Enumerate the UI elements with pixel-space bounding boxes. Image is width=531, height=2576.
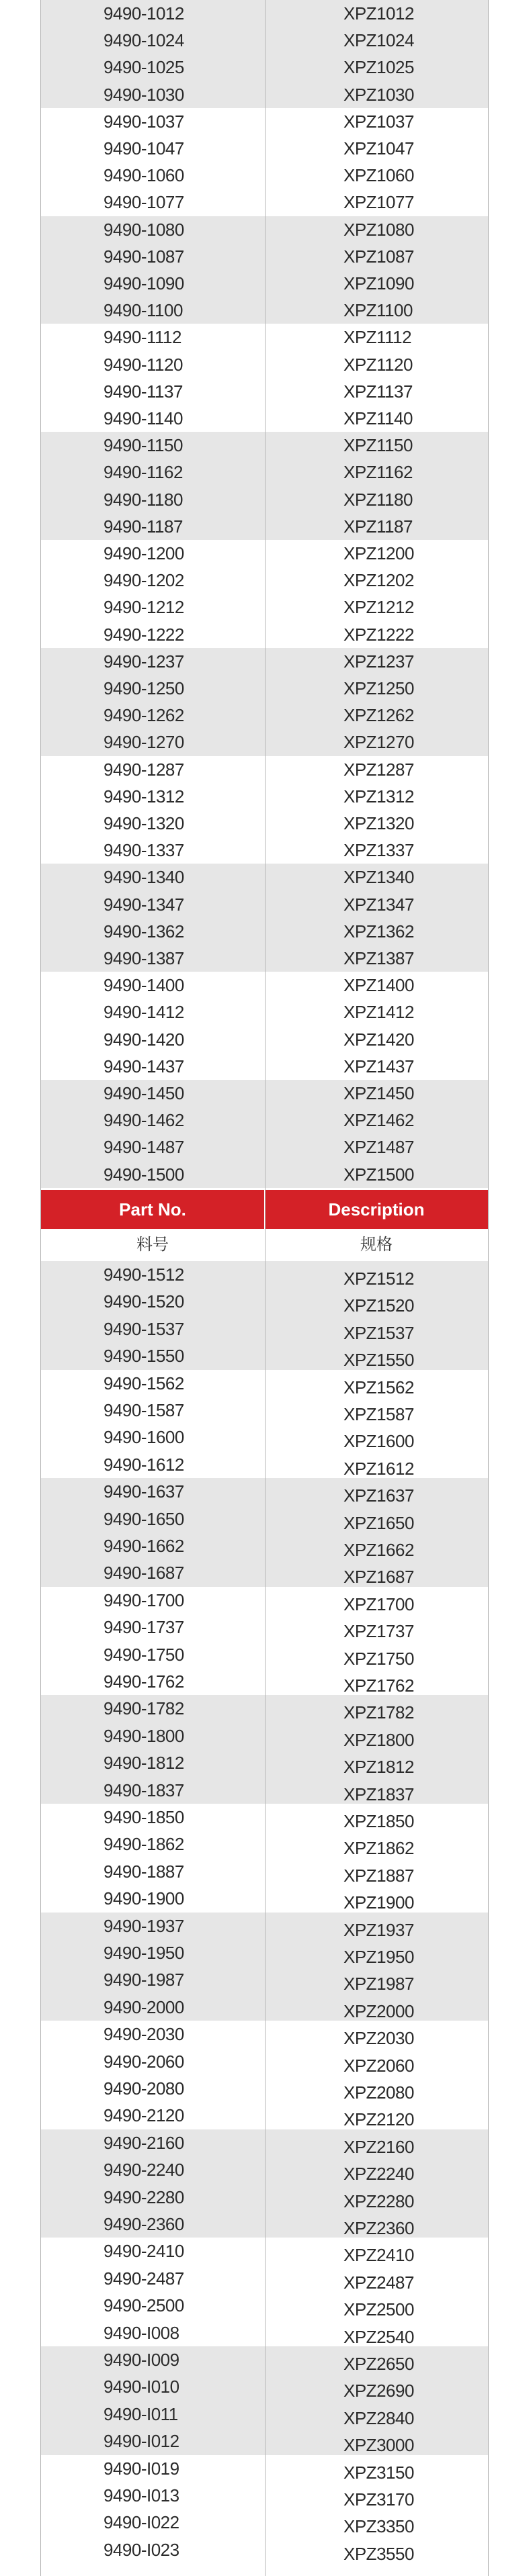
- part-number-cell: 9490-1762: [104, 1671, 184, 1692]
- description-cell: XPZ1812: [343, 1757, 414, 1778]
- description-cell: XPZ2500: [343, 2299, 414, 2320]
- part-number-cell: 9490-I011: [104, 2403, 178, 2424]
- part-number-cell: 9490-2160: [104, 2132, 184, 2153]
- part-number-cell: 9490-1187: [104, 516, 183, 537]
- description-cell: XPZ2120: [343, 2109, 414, 2130]
- part-number-cell: 9490-1637: [104, 1481, 184, 1502]
- description-cell: XPZ1400: [343, 975, 414, 996]
- description-cell: XPZ1060: [343, 165, 414, 186]
- part-number-cell: 9490-1462: [104, 1110, 184, 1131]
- part-number-cell: 9490-1320: [104, 813, 184, 833]
- description-cell: XPZ1782: [343, 1702, 414, 1723]
- part-number-cell: 9490-1340: [104, 867, 184, 888]
- description-cell: XPZ1750: [343, 1648, 414, 1669]
- part-number-cell: 9490-1237: [104, 651, 184, 672]
- description-cell: XPZ1412: [343, 1002, 414, 1023]
- description-cell: XPZ1212: [343, 597, 414, 618]
- part-number-cell: 9490-1782: [104, 1698, 184, 1719]
- part-number-cell: 9490-1222: [104, 624, 184, 645]
- part-number-cell: 9490-1162: [104, 462, 183, 483]
- part-number-cell: 9490-1662: [104, 1536, 184, 1556]
- description-cell: XPZ2487: [343, 2272, 414, 2293]
- part-number-cell: 9490-1200: [104, 543, 184, 563]
- parts-table: [40, 0, 489, 2576]
- part-number-cell: 9490-1337: [104, 840, 184, 861]
- part-number-cell: 9490-1520: [104, 1291, 184, 1312]
- description-cell: XPZ1140: [343, 408, 413, 428]
- part-number-cell: 9490-2410: [104, 2241, 184, 2262]
- description-cell: XPZ1687: [343, 1567, 414, 1588]
- description-cell: XPZ1087: [343, 246, 414, 267]
- description-cell: XPZ1287: [343, 759, 414, 780]
- part-number-cell: 9490-1837: [104, 1780, 184, 1800]
- part-number-cell: 9490-1100: [104, 300, 183, 321]
- part-number-cell: 9490-1950: [104, 1943, 184, 1963]
- part-number-cell: 9490-1612: [104, 1454, 184, 1475]
- description-cell: XPZ1462: [343, 1110, 414, 1131]
- description-cell: XPZ2650: [343, 2354, 414, 2374]
- description-cell: XPZ1562: [343, 1377, 414, 1397]
- description-cell: XPZ1030: [343, 84, 414, 105]
- description-cell: XPZ1537: [343, 1322, 414, 1343]
- description-cell: XPZ3170: [343, 2489, 414, 2510]
- description-cell: XPZ1800: [343, 1729, 414, 1750]
- part-number-cell: 9490-I012: [104, 2431, 179, 2452]
- part-number-cell: 9490-I009: [104, 2350, 179, 2370]
- part-number-cell: 9490-1700: [104, 1590, 184, 1610]
- description-cell: XPZ1090: [343, 273, 414, 293]
- part-number-cell: 9490-1600: [104, 1427, 184, 1448]
- part-number-cell: 9490-1937: [104, 1915, 184, 1936]
- part-number-cell: 9490-1202: [104, 570, 184, 591]
- part-number-cell: 9490-1387: [104, 948, 184, 968]
- part-number-cell: 9490-1812: [104, 1753, 184, 1774]
- part-number-cell: 9490-1047: [104, 138, 184, 158]
- description-cell: XPZ1550: [343, 1350, 414, 1371]
- description-cell: XPZ1080: [343, 219, 414, 240]
- description-cell: XPZ1487: [343, 1137, 414, 1158]
- description-cell: XPZ1362: [343, 921, 414, 941]
- description-cell: XPZ1700: [343, 1594, 414, 1614]
- part-number-cell: 9490-1587: [104, 1400, 184, 1420]
- part-number-cell: 9490-1012: [104, 3, 184, 24]
- description-cell: XPZ2160: [343, 2136, 414, 2157]
- description-cell: XPZ1270: [343, 732, 414, 753]
- part-number-cell: 9490-2487: [104, 2268, 184, 2289]
- description-cell: XPZ1600: [343, 1431, 414, 1452]
- part-number-cell: 9490-2240: [104, 2160, 184, 2180]
- part-number-cell: 9490-1900: [104, 1888, 184, 1909]
- part-number-cell: 9490-2080: [104, 2078, 184, 2099]
- description-cell: XPZ1337: [343, 840, 414, 861]
- part-number-cell: 9490-2060: [104, 2051, 184, 2072]
- part-number-cell: 9490-1537: [104, 1318, 184, 1339]
- part-number-cell: 9490-1137: [104, 381, 183, 402]
- description-cell: XPZ1762: [343, 1675, 414, 1696]
- part-number-cell: 9490-1120: [104, 354, 183, 375]
- description-cell: XPZ1520: [343, 1295, 414, 1316]
- part-number-cell: 9490-1512: [104, 1264, 184, 1285]
- description-cell: XPZ1387: [343, 948, 414, 968]
- description-cell: XPZ2030: [343, 2028, 414, 2049]
- part-number-cell: 9490-2120: [104, 2105, 184, 2126]
- description-cell: XPZ1347: [343, 894, 414, 915]
- description-cell: XPZ2360: [343, 2218, 414, 2238]
- description-cell: XPZ2280: [343, 2191, 414, 2211]
- part-number-cell: 9490-1862: [104, 1834, 184, 1855]
- description-cell: XPZ1837: [343, 1784, 414, 1804]
- part-number-cell: 9490-1562: [104, 1373, 184, 1393]
- part-number-cell: 9490-1037: [104, 111, 184, 132]
- part-number-cell: 9490-1090: [104, 273, 184, 293]
- description-cell: XPZ1222: [343, 624, 414, 645]
- description-cell: XPZ1037: [343, 111, 414, 132]
- description-cell: XPZ3350: [343, 2516, 414, 2537]
- description-cell: XPZ1500: [343, 1164, 414, 1185]
- description-cell: XPZ1437: [343, 1056, 414, 1076]
- part-number-cell: 9490-I008: [104, 2322, 179, 2343]
- description-cell: XPZ1047: [343, 138, 414, 158]
- description-cell: XPZ1900: [343, 1892, 414, 1913]
- description-cell: XPZ1137: [343, 381, 413, 402]
- description-cell: XPZ2840: [343, 2407, 414, 2428]
- part-number-cell: 9490-1150: [104, 435, 183, 456]
- description-cell: XPZ1312: [343, 786, 414, 807]
- description-cell: XPZ1202: [343, 570, 414, 591]
- part-number-cell: 9490-I022: [104, 2512, 179, 2533]
- description-cell: XPZ1237: [343, 651, 414, 672]
- description-cell: XPZ2240: [343, 2164, 414, 2184]
- description-cell: XPZ1180: [343, 489, 413, 510]
- description-cell: XPZ1737: [343, 1621, 414, 1642]
- description-cell: XPZ1100: [343, 300, 413, 321]
- description-cell: XPZ1340: [343, 867, 414, 888]
- part-number-cell: 9490-2000: [104, 1996, 184, 2017]
- description-cell: XPZ1025: [343, 57, 414, 78]
- description-cell: XPZ1120: [343, 354, 413, 375]
- description-cell: XPZ1887: [343, 1865, 414, 1886]
- part-number-cell: 9490-1262: [104, 705, 184, 726]
- part-number-cell: 9490-2360: [104, 2214, 184, 2234]
- part-number-cell: 9490-1030: [104, 84, 184, 105]
- description-cell: XPZ1587: [343, 1404, 414, 1424]
- description-cell: XPZ3000: [343, 2435, 414, 2456]
- part-number-cell: 9490-1077: [104, 192, 184, 213]
- column-header-part-no: Part No.: [119, 1199, 186, 1220]
- part-number-cell: 9490-1800: [104, 1725, 184, 1746]
- description-cell: XPZ1320: [343, 813, 414, 833]
- column-subheader-part-no-cn: 料号: [136, 1236, 169, 1254]
- part-number-cell: 9490-1312: [104, 786, 184, 807]
- description-cell: XPZ1862: [343, 1838, 414, 1859]
- description-cell: XPZ1987: [343, 1974, 414, 1994]
- part-number-cell: 9490-1850: [104, 1807, 184, 1827]
- description-cell: XPZ1937: [343, 1919, 414, 1940]
- part-number-cell: 9490-1412: [104, 1002, 184, 1023]
- part-number-cell: 9490-1650: [104, 1508, 184, 1529]
- part-number-cell: 9490-1437: [104, 1056, 184, 1076]
- description-cell: XPZ3150: [343, 2462, 414, 2483]
- column-divider: [265, 0, 266, 2576]
- description-cell: XPZ1187: [343, 516, 413, 537]
- part-number-cell: 9490-1080: [104, 219, 184, 240]
- description-cell: XPZ1637: [343, 1485, 414, 1506]
- description-cell: XPZ1112: [343, 327, 412, 348]
- description-cell: XPZ1024: [343, 30, 414, 51]
- part-number-cell: 9490-1287: [104, 759, 184, 780]
- part-number-cell: 9490-1270: [104, 732, 184, 753]
- part-number-cell: 9490-1487: [104, 1137, 184, 1158]
- part-number-cell: 9490-2280: [104, 2187, 184, 2207]
- description-cell: XPZ2080: [343, 2082, 414, 2103]
- description-cell: XPZ1512: [343, 1269, 414, 1289]
- part-number-cell: 9490-1347: [104, 894, 184, 915]
- description-cell: XPZ1162: [343, 462, 413, 483]
- description-cell: XPZ1950: [343, 1947, 414, 1967]
- part-number-cell: 9490-1750: [104, 1644, 184, 1665]
- column-header-description: Description: [328, 1199, 425, 1220]
- part-number-cell: 9490-2030: [104, 2024, 184, 2045]
- part-number-cell: 9490-I010: [104, 2377, 179, 2397]
- part-number-cell: 9490-1420: [104, 1029, 184, 1050]
- part-number-cell: 9490-1112: [104, 327, 181, 348]
- part-number-cell: 9490-1737: [104, 1617, 184, 1638]
- part-number-cell: 9490-1180: [104, 489, 183, 510]
- description-cell: XPZ1612: [343, 1458, 414, 1479]
- part-number-cell: 9490-I023: [104, 2539, 179, 2560]
- part-number-cell: 9490-1450: [104, 1083, 184, 1103]
- description-cell: XPZ1850: [343, 1811, 414, 1831]
- part-number-cell: 9490-1987: [104, 1970, 184, 1990]
- part-number-cell: 9490-1025: [104, 57, 184, 78]
- description-cell: XPZ1662: [343, 1540, 414, 1560]
- description-cell: XPZ1650: [343, 1512, 414, 1533]
- description-cell: XPZ2540: [343, 2326, 414, 2347]
- description-cell: XPZ1150: [343, 435, 413, 456]
- description-cell: XPZ2000: [343, 2000, 414, 2021]
- part-number-cell: 9490-I019: [104, 2458, 179, 2479]
- description-cell: XPZ2060: [343, 2055, 414, 2076]
- part-number-cell: 9490-I013: [104, 2485, 179, 2505]
- description-cell: XPZ2690: [343, 2381, 414, 2401]
- description-cell: XPZ1450: [343, 1083, 414, 1103]
- part-number-cell: 9490-1087: [104, 246, 184, 267]
- part-number-cell: 9490-1400: [104, 975, 184, 996]
- part-number-cell: 9490-1024: [104, 30, 184, 51]
- description-cell: XPZ3550: [343, 2543, 414, 2564]
- part-number-cell: 9490-1140: [104, 408, 183, 428]
- column-subheader-description-cn: 规格: [360, 1236, 393, 1254]
- description-cell: XPZ1077: [343, 192, 414, 213]
- part-number-cell: 9490-1250: [104, 678, 184, 698]
- description-cell: XPZ1420: [343, 1029, 414, 1050]
- description-cell: XPZ2410: [343, 2245, 414, 2266]
- part-number-cell: 9490-1887: [104, 1861, 184, 1882]
- description-cell: XPZ1012: [343, 3, 414, 24]
- part-number-cell: 9490-1060: [104, 165, 184, 186]
- part-number-cell: 9490-1500: [104, 1164, 184, 1185]
- description-cell: XPZ1200: [343, 543, 414, 563]
- part-number-cell: 9490-1550: [104, 1346, 184, 1367]
- part-number-cell: 9490-1212: [104, 597, 184, 618]
- part-number-cell: 9490-2500: [104, 2295, 184, 2316]
- part-number-cell: 9490-1687: [104, 1563, 184, 1583]
- description-cell: XPZ1250: [343, 678, 414, 698]
- description-cell: XPZ1262: [343, 705, 414, 726]
- part-number-cell: 9490-1362: [104, 921, 184, 941]
